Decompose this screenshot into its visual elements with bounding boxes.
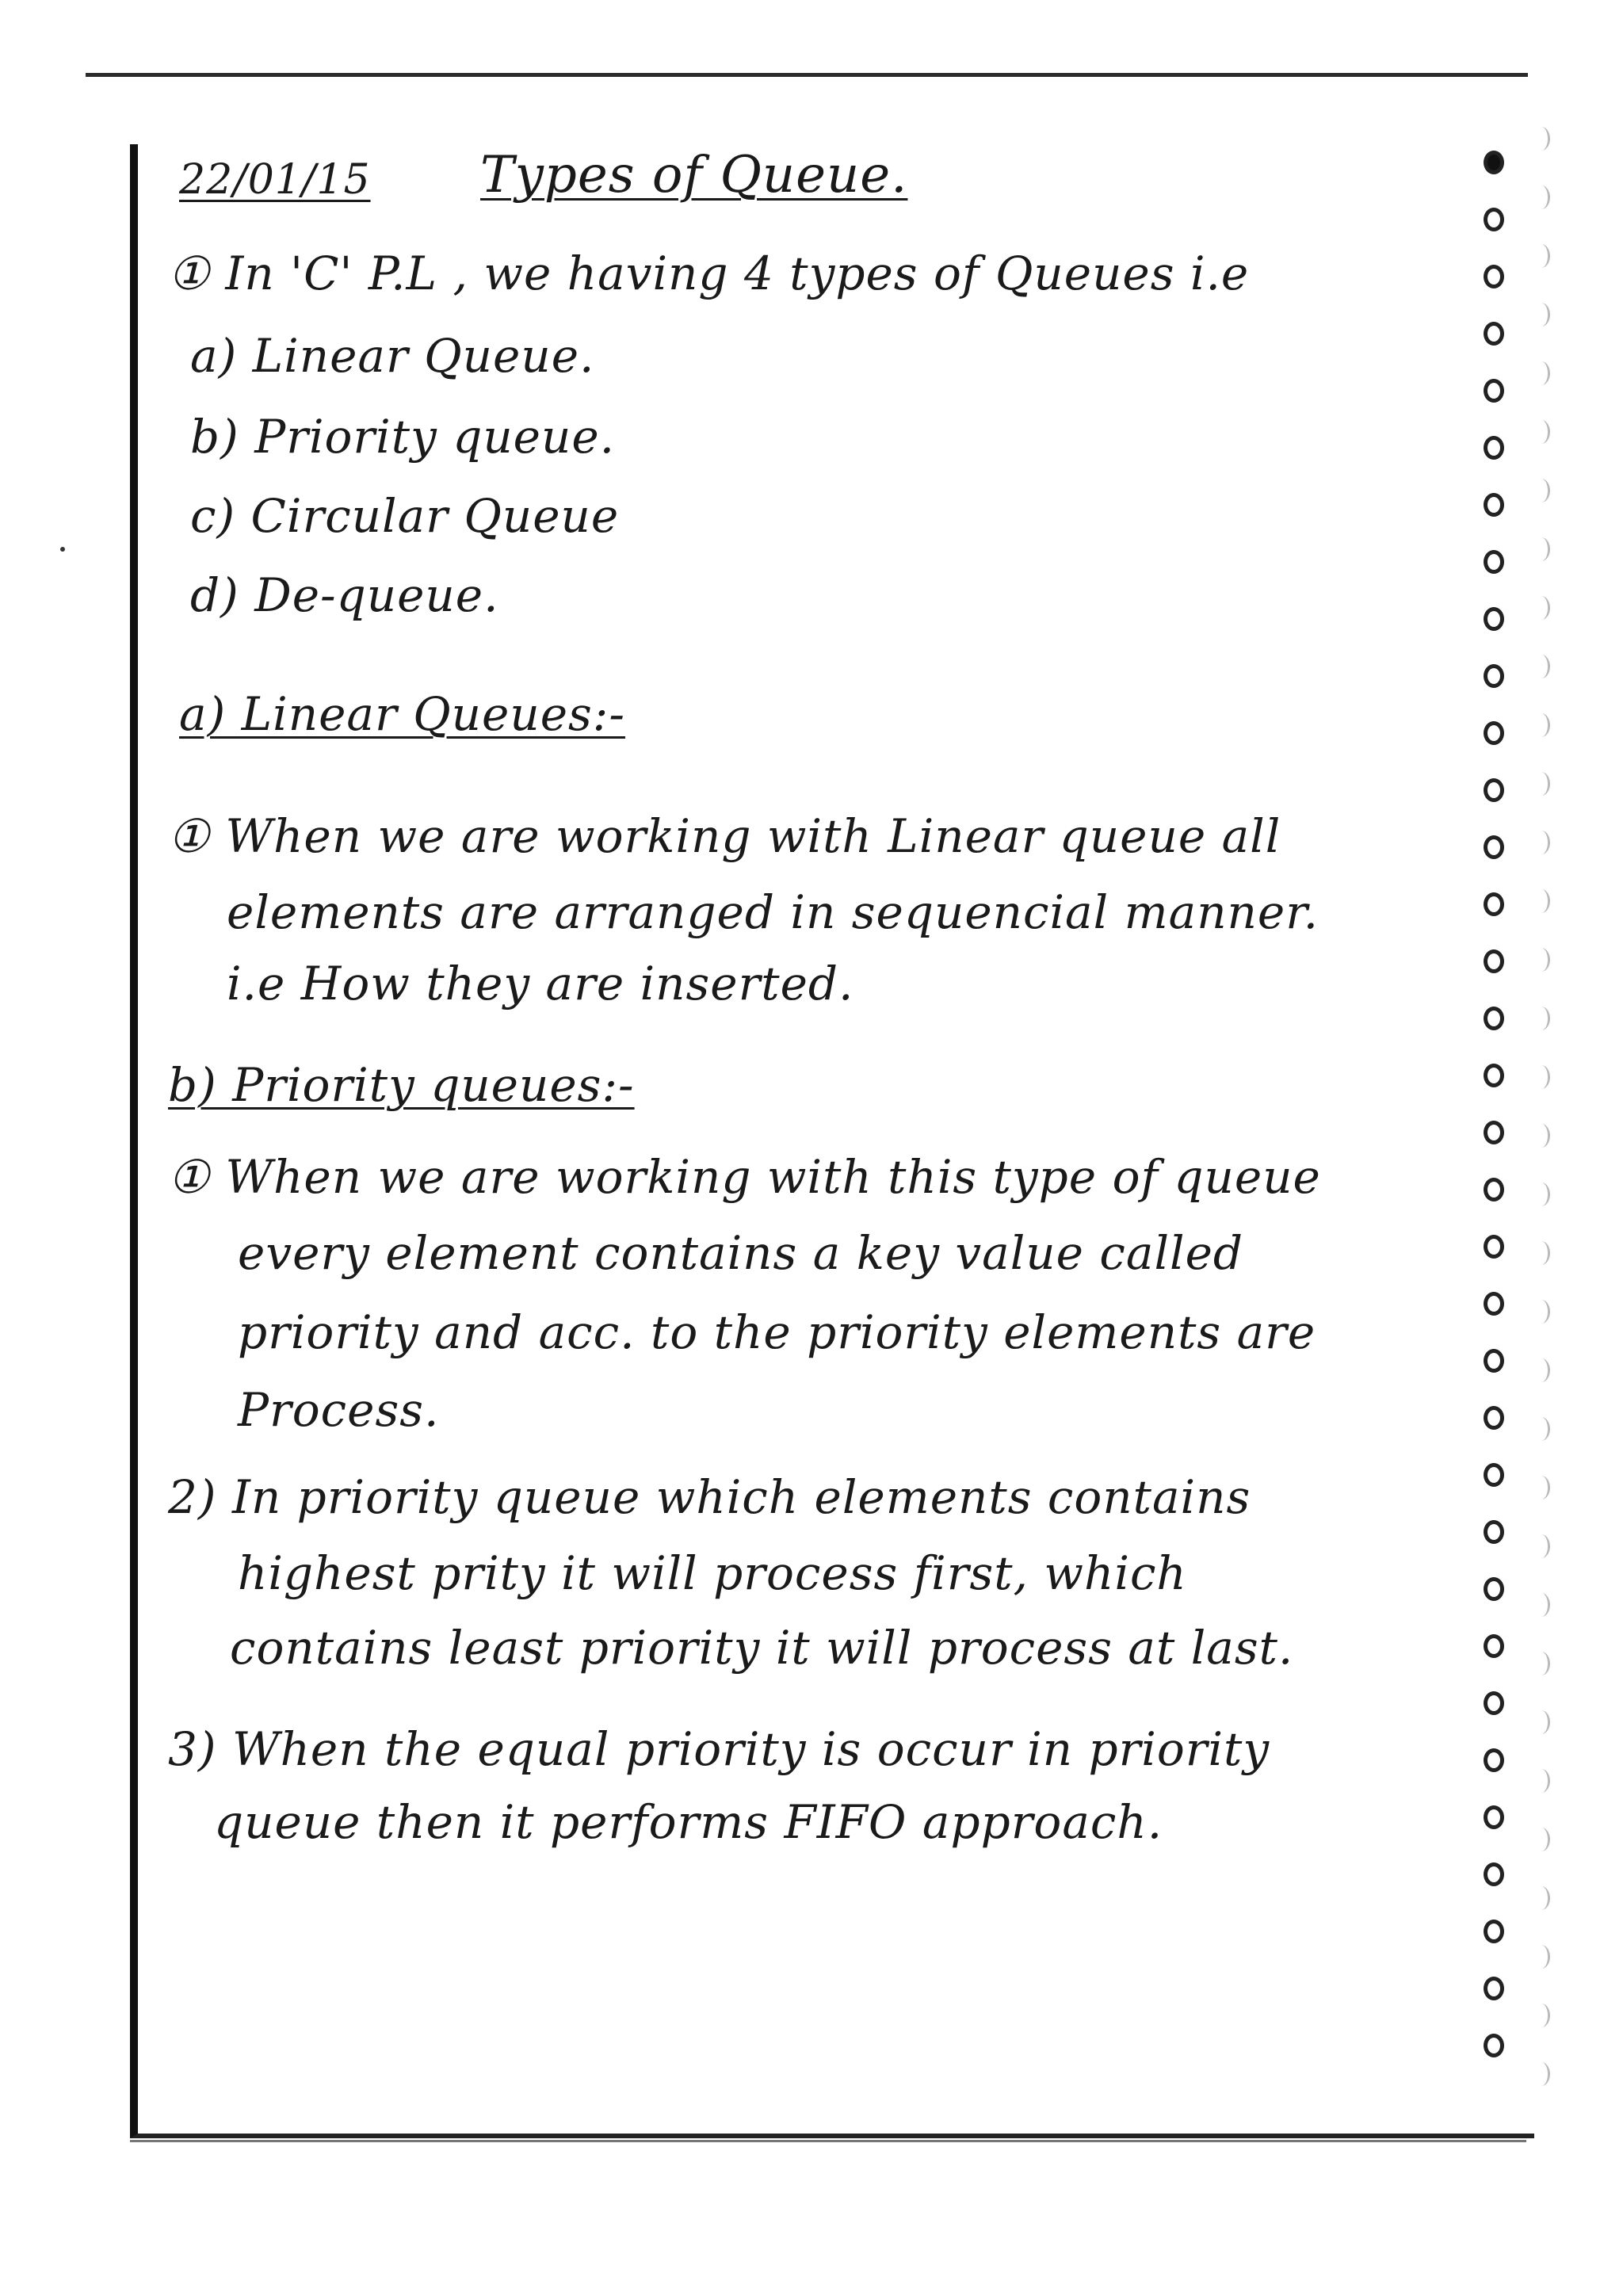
binder-hole	[1484, 265, 1504, 288]
linear-para-line-1: ① When we are working with Linear queue all	[168, 809, 1281, 863]
intro-item-dequeue: d) De-queue.	[190, 568, 499, 622]
binder-hole	[1484, 1463, 1504, 1487]
page-edge-mark	[1533, 889, 1550, 913]
binder-hole	[1484, 1178, 1504, 1201]
note-title: Types of Queue.	[480, 146, 908, 204]
intro-item-priority: b) Priority queue.	[190, 410, 616, 464]
page-edge-mark	[1533, 420, 1550, 444]
page-edge-mark	[1533, 1124, 1550, 1148]
page-edge-marks	[1529, 111, 1561, 2140]
page-edge-mark	[1533, 2004, 1550, 2027]
page-edge-mark	[1533, 1769, 1550, 1793]
binder-hole	[1484, 1292, 1504, 1316]
binder-hole	[1484, 322, 1504, 346]
page-edge-mark	[1533, 1300, 1550, 1324]
page-edge-mark	[1533, 1241, 1550, 1265]
page-edge-mark	[1533, 1652, 1550, 1675]
linear-para-line-3: i.e How they are inserted.	[227, 957, 854, 1010]
binder-hole	[1484, 778, 1504, 802]
binder-hole	[1484, 151, 1504, 174]
priority-p2-line-3: contains least priority it will process at last.	[230, 1621, 1294, 1675]
binder-hole	[1484, 949, 1504, 973]
page-edge-mark	[1533, 1417, 1550, 1441]
priority-heading: b) Priority queues:-	[168, 1058, 635, 1112]
priority-p3-line-2: queue then it performs FIFO approach.	[214, 1795, 1163, 1849]
page-edge-mark	[1533, 361, 1550, 385]
priority-p1-line-3: priority and acc. to the priority elements are	[238, 1305, 1316, 1359]
page-edge-mark	[1533, 713, 1550, 737]
page-edge-mark	[1533, 1886, 1550, 1910]
priority-p1-line-2: every element contains a key value called	[238, 1226, 1244, 1280]
page-edge-mark	[1533, 1710, 1550, 1734]
page-edge-mark	[1533, 185, 1550, 209]
page-edge-mark	[1533, 948, 1550, 972]
page-edge-mark	[1533, 244, 1550, 268]
binder-hole	[1484, 1121, 1504, 1144]
page-edge-mark	[1533, 655, 1550, 678]
binder-holes	[1472, 143, 1520, 2140]
page-edge-mark	[1533, 1945, 1550, 1969]
priority-p3-line-1: 3) When the equal priority is occur in priority	[168, 1722, 1270, 1776]
priority-p2-line-2: highest prity it will process first, which	[238, 1546, 1187, 1600]
binder-hole	[1484, 1007, 1504, 1030]
page-edge-mark	[1533, 479, 1550, 502]
binder-hole	[1484, 1520, 1504, 1544]
note-date: 22/01/15	[179, 156, 371, 204]
binder-hole	[1484, 1064, 1504, 1087]
priority-p1-line-1: ① When we are working with this type of queue	[168, 1150, 1321, 1204]
page-edge-mark	[1533, 2062, 1550, 2086]
page-edge-mark	[1533, 1593, 1550, 1617]
linear-heading: a) Linear Queues:-	[179, 687, 625, 741]
priority-p2-line-1: 2) In priority queue which elements contains	[168, 1470, 1251, 1524]
intro-item-circular: c) Circular Queue	[190, 489, 620, 543]
page-edge-mark	[1533, 1065, 1550, 1089]
binder-hole	[1484, 1235, 1504, 1259]
page-edge-mark	[1533, 596, 1550, 620]
binder-hole	[1484, 1805, 1504, 1829]
binder-hole	[1484, 550, 1504, 574]
page-edge-mark	[1533, 772, 1550, 796]
binder-hole	[1484, 721, 1504, 745]
binder-hole	[1484, 1920, 1504, 1943]
page-edge-mark	[1533, 831, 1550, 854]
page-edge-mark	[1533, 127, 1550, 151]
binder-hole	[1484, 379, 1504, 403]
page-edge-mark	[1533, 1358, 1550, 1382]
page-edge-mark	[1533, 537, 1550, 561]
binder-hole	[1484, 892, 1504, 916]
binder-hole	[1484, 607, 1504, 631]
binder-hole	[1484, 1577, 1504, 1601]
binder-hole	[1484, 1691, 1504, 1715]
binder-hole	[1484, 1406, 1504, 1430]
page-edge-mark	[1533, 1828, 1550, 1851]
binder-hole	[1484, 835, 1504, 859]
binder-hole	[1484, 436, 1504, 460]
intro-item-linear: a) Linear Queue.	[190, 329, 595, 383]
priority-p1-line-4: Process.	[238, 1383, 440, 1437]
binder-hole	[1484, 1349, 1504, 1373]
binder-hole	[1484, 664, 1504, 688]
binder-hole	[1484, 1634, 1504, 1658]
page-edge-mark	[1533, 1182, 1550, 1206]
intro-line: ① In 'C' P.L , we having 4 types of Queues i.e	[168, 246, 1250, 300]
page-edge-mark	[1533, 1534, 1550, 1558]
page-edge-mark	[1533, 1007, 1550, 1030]
page-edge-mark	[1533, 1476, 1550, 1499]
binder-hole	[1484, 2034, 1504, 2057]
binder-hole	[1484, 1862, 1504, 1886]
linear-para-line-2: elements are arranged in sequencial manner.	[227, 885, 1319, 939]
binder-hole	[1484, 493, 1504, 517]
binder-hole	[1484, 1977, 1504, 2000]
binder-hole	[1484, 1748, 1504, 1772]
binder-hole	[1484, 208, 1504, 231]
page-edge-mark	[1533, 303, 1550, 327]
